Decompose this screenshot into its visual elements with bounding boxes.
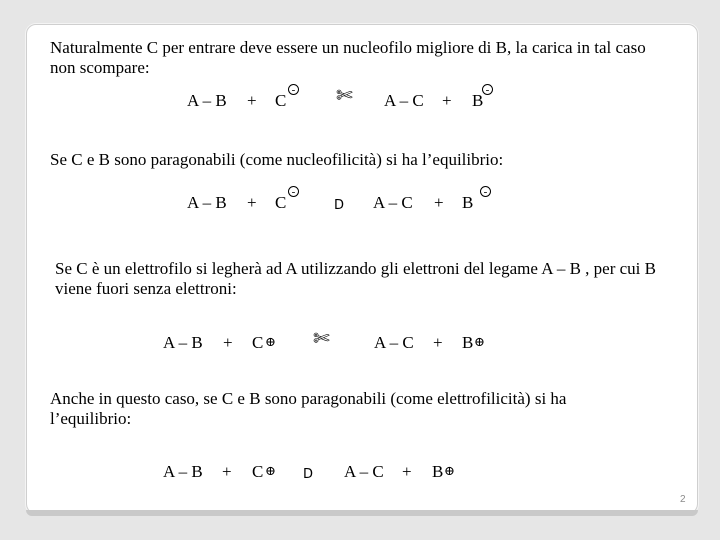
equation-3-plus-2: +	[433, 333, 443, 352]
equation-4-product-2: B	[432, 462, 444, 481]
paragraph-1: Naturalmente C per entrare deve essere un nucleofilo migliore di B, la carica in tal caso non scompare:	[50, 38, 646, 77]
equation-2-lhs: A – B	[187, 193, 227, 212]
equation-3-product-2: B	[462, 333, 474, 352]
page-number: 2	[680, 494, 686, 505]
equation-1-plus: +	[247, 91, 257, 110]
paragraph-2: Se C e B sono paragonabili (come nucleofilicità) si ha l’equilibrio:	[50, 150, 504, 169]
equation-2-reagent: C	[275, 193, 287, 212]
paragraph-4: Anche in questo caso, se C e B sono paragonabili (come elettrofilicità) si ha l’equilibrio:	[50, 389, 567, 428]
paragraph-3: Se C è un elettrofilo si legherà ad A utilizzando gli elettroni del legame A – B , per cui B viene fuori senza elettroni:	[55, 259, 656, 298]
equation-1-lhs: A – B	[187, 91, 227, 110]
scissors-icon: ✄	[336, 85, 353, 107]
equation-2-plus: +	[247, 193, 257, 212]
equation-2-product-1: A – C	[373, 193, 413, 212]
equation-4-plus: +	[222, 462, 232, 481]
equation-1-product-1: A – C	[384, 91, 424, 110]
equation-4-product-1: A – C	[344, 462, 384, 481]
equation-3-charge-in: ⊕	[265, 334, 276, 349]
equilibrium-arrow-icon-2: D	[303, 467, 314, 482]
equation-3-charge-out: ⊕	[474, 334, 485, 349]
scissors-icon-2: ✄	[313, 328, 330, 350]
equation-4-charge-in: ⊕	[265, 463, 276, 478]
slide-bottom-bar	[26, 510, 698, 516]
equation-4-lhs: A – B	[163, 462, 203, 481]
equilibrium-arrow-icon: D	[334, 198, 345, 213]
equation-2-charge-out: -	[480, 186, 491, 206]
equation-1-product-2: B	[472, 91, 484, 110]
equation-2-plus-2: +	[434, 193, 444, 212]
equation-3-lhs: A – B	[163, 333, 203, 352]
equation-3-product-1: A – C	[374, 333, 414, 352]
equation-4-plus-2: +	[402, 462, 412, 481]
equation-2-charge-in: -	[288, 186, 299, 206]
equation-3-reagent: C	[252, 333, 264, 352]
equation-1-charge-in: -	[288, 84, 299, 105]
equation-3-plus: +	[223, 333, 233, 352]
equation-2-product-2: B	[462, 193, 474, 212]
equation-1-charge-out: -	[482, 84, 493, 104]
equation-4-charge-out: ⊕	[444, 463, 455, 478]
equation-1-plus-2: +	[442, 91, 452, 110]
equation-4-reagent: C	[252, 462, 264, 481]
equation-1-reagent: C	[275, 91, 287, 110]
